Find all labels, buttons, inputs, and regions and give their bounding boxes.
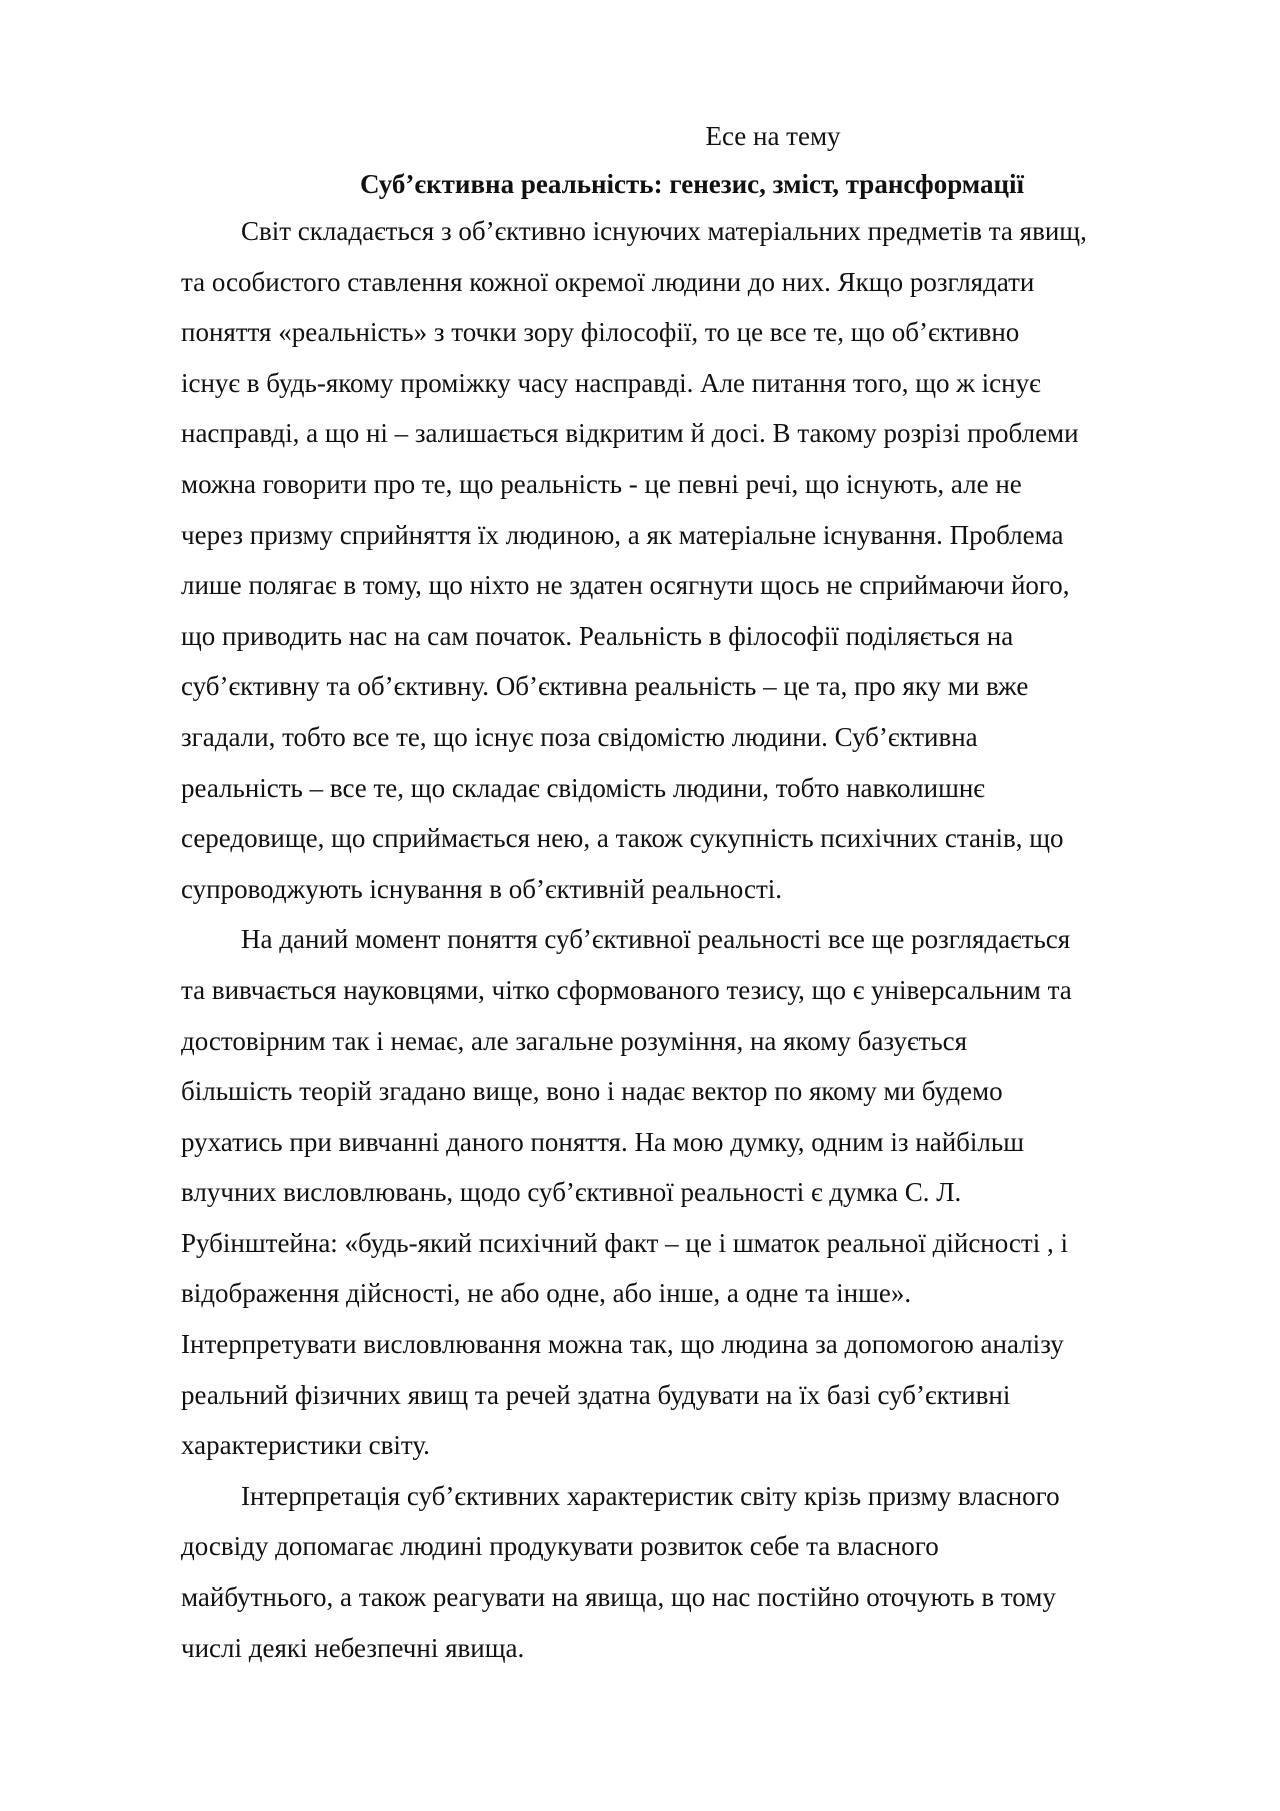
paragraph-2: [181, 914, 1191, 1471]
paragraph-line: достовірним так і немає, але загальне розуміння, на якому базується: [181, 1025, 968, 1056]
paragraph-line: згадали, тобто все те, що існує поза свідомістю людини. Суб’єктивна: [181, 721, 978, 752]
paragraph-line: Інтерпретувати висловлювання можна так, що людина за допомогою аналізу: [181, 1329, 1064, 1360]
paragraph-line: середовище, що сприймається нею, а також сукупність психічних станів, що: [181, 823, 1064, 854]
paragraph-line: та особистого ставлення кожної окремої людини до них. Якщо розглядати: [181, 266, 1035, 297]
paragraph-line: та вивчається науковцями, чітко сформованого тезису, що є універсальним та: [181, 974, 1072, 1005]
paragraph-line: існує в будь-якому проміжку часу насправді. Але питання того, що ж існує: [181, 367, 1041, 398]
paragraph-line: супроводжують існування в об’єктивній реальності.: [181, 873, 783, 904]
paragraph-line: через призму сприйняття їх людиною, а як матеріальне існування. Проблема: [181, 519, 1064, 550]
paragraph-line: що приводить нас на сам початок. Реальність в філософії поділяється на: [181, 620, 1014, 651]
paragraph-line: досвіду допомагає людині продукувати розвиток себе та власного: [181, 1531, 939, 1562]
essay-label: Есе на тему: [705, 121, 841, 151]
paragraph-line: рухатись при вивчанні даного поняття. На мою думку, одним із найбільш: [181, 1126, 1024, 1157]
paragraph-3: [181, 1471, 1191, 1673]
paragraph-line: насправді, а що ні – залишається відкритим й досі. В такому розрізі проблеми: [181, 418, 1079, 449]
paragraph-line: поняття «реальність» з точки зору філософії, то це все те, що об’єктивно: [181, 317, 1020, 348]
document-page: [181, 118, 1191, 1673]
paragraph-line: можна говорити про те, що реальність - це певні речі, що існують, але не: [181, 468, 1022, 499]
paragraph-line: відображення дійсності, не або одне, або інше, а одне та інше».: [181, 1278, 912, 1309]
essay-title-text: Суб’єктивна реальність: генезис, зміст, трансформації: [359, 169, 1025, 199]
essay-title: [181, 166, 1191, 202]
paragraph-line: суб’єктивну та об’єктивну. Об’єктивна реальність – це та, про яку ми вже: [181, 671, 1029, 702]
paragraph-line: реальність – все те, що складає свідомість людини, тобто навколишнє: [181, 772, 985, 803]
paragraph-line: характеристики світу.: [181, 1430, 430, 1461]
paragraph-line: Інтерпретація суб’єктивних характеристик світу крізь призму власного: [241, 1480, 1060, 1511]
paragraph-line: більшість теорій згадано вище, воно і надає вектор по якому ми будемо: [181, 1076, 1003, 1107]
paragraph-line: Рубінштейна: «будь-який психічний факт – це і шматок реальної дійсності , і: [181, 1227, 1068, 1258]
paragraph-line: Світ складається з об’єктивно існуючих матеріальних предметів та явищ,: [241, 216, 1087, 246]
paragraph-line: числі деякі небезпечні явища.: [181, 1632, 525, 1663]
paragraph-line: реальний фізичних явищ та речей здатна будувати на їх базі суб’єктивні: [181, 1379, 1011, 1410]
paragraph-1: [181, 206, 1191, 914]
paragraph-line: влучних висловлювань, щодо суб’єктивної реальності є думка С. Л.: [181, 1177, 962, 1208]
paragraph-line: лише полягає в тому, що ніхто не здатен осягнути щось не сприймаючи його,: [181, 570, 1070, 601]
paragraph-line: майбутнього, а також реагувати на явища, що нас постійно оточують в тому: [181, 1582, 1056, 1613]
paragraph-line: На даний момент поняття суб’єктивної реальності все ще розглядається: [241, 924, 1071, 955]
